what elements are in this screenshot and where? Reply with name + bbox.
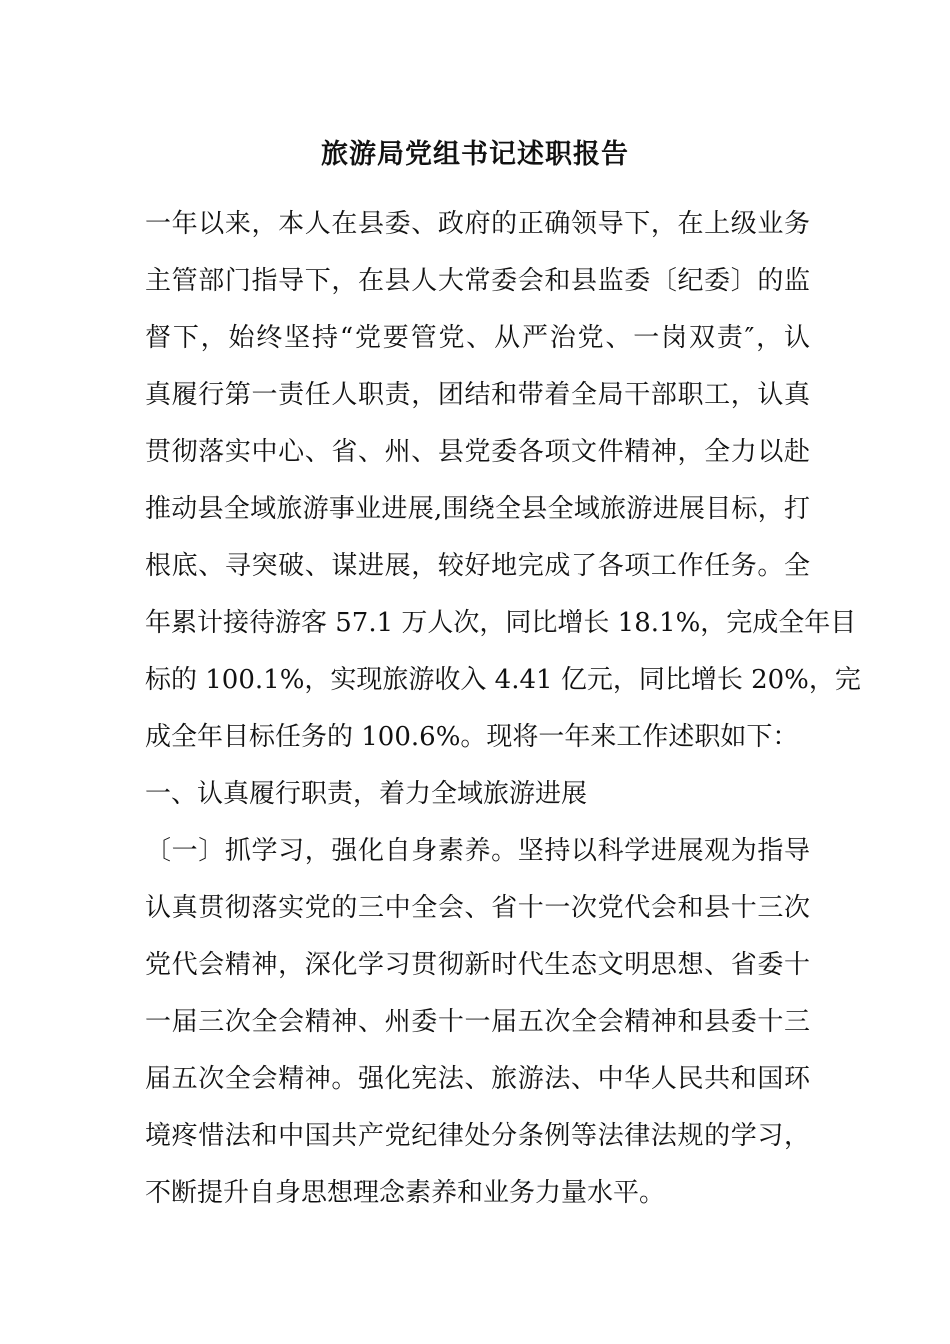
paragraph-line: 认真贯彻落实党的三中全会、省十一次党代会和县十三次 (145, 893, 810, 923)
paragraph-line: 不断提升自身思想理念素养和业务力量水平。 (145, 1178, 666, 1208)
document-title: 旅游局党组书记述职报告 (321, 139, 629, 170)
paragraph-line: 境疼惜法和中国共产党纪律处分条例等法律法规的学习， (145, 1121, 810, 1151)
paragraph-line: 真履行第一责任人职责，团结和带着全局干部职工，认真 (145, 380, 810, 410)
paragraph-line: 一届三次全会精神、州委十一届五次全会精神和县委十三 (145, 1007, 810, 1037)
paragraph-line: 贯彻落实中心、省、州、县党委各项文件精神，全力以赴 (145, 437, 810, 467)
paragraph-line: 一年以来，本人在县委、政府的正确领导下，在上级业务 (145, 209, 810, 239)
paragraph-line: 推动县全域旅游事业进展,围绕全县全域旅游进展目标，打 (145, 494, 810, 524)
paragraph-line: 成全年目标任务的 100.6%。现将一年来工作述职如下： (145, 722, 799, 752)
paragraph-line: 根底、寻突破、谋进展，较好地完成了各项工作任务。全 (145, 551, 810, 581)
section-heading: 一、认真履行职责，着力全域旅游进展 (145, 779, 588, 809)
paragraph-line: 主管部门指导下，在县人大常委会和县监委〔纪委〕的监 (145, 266, 810, 296)
paragraph-line: 年累计接待游客 57.1 万人次，同比增长 18.1%，完成全年目 (145, 608, 857, 638)
paragraph-line: 党代会精神，深化学习贯彻新时代生态文明思想、省委十 (145, 950, 810, 980)
paragraph-line: 标的 100.1%，实现旅游收入 4.41 亿元，同比增长 20%，完 (145, 665, 861, 695)
paragraph-line: 届五次全会精神。强化宪法、旅游法、中华人民共和国环 (145, 1064, 810, 1094)
paragraph-line: 〔一〕抓学习，强化自身素养。坚持以科学进展观为指导 (145, 836, 810, 866)
paragraph-line: 督下，始终坚持“党要管党、从严治党、一岗双责″，认 (145, 323, 810, 353)
